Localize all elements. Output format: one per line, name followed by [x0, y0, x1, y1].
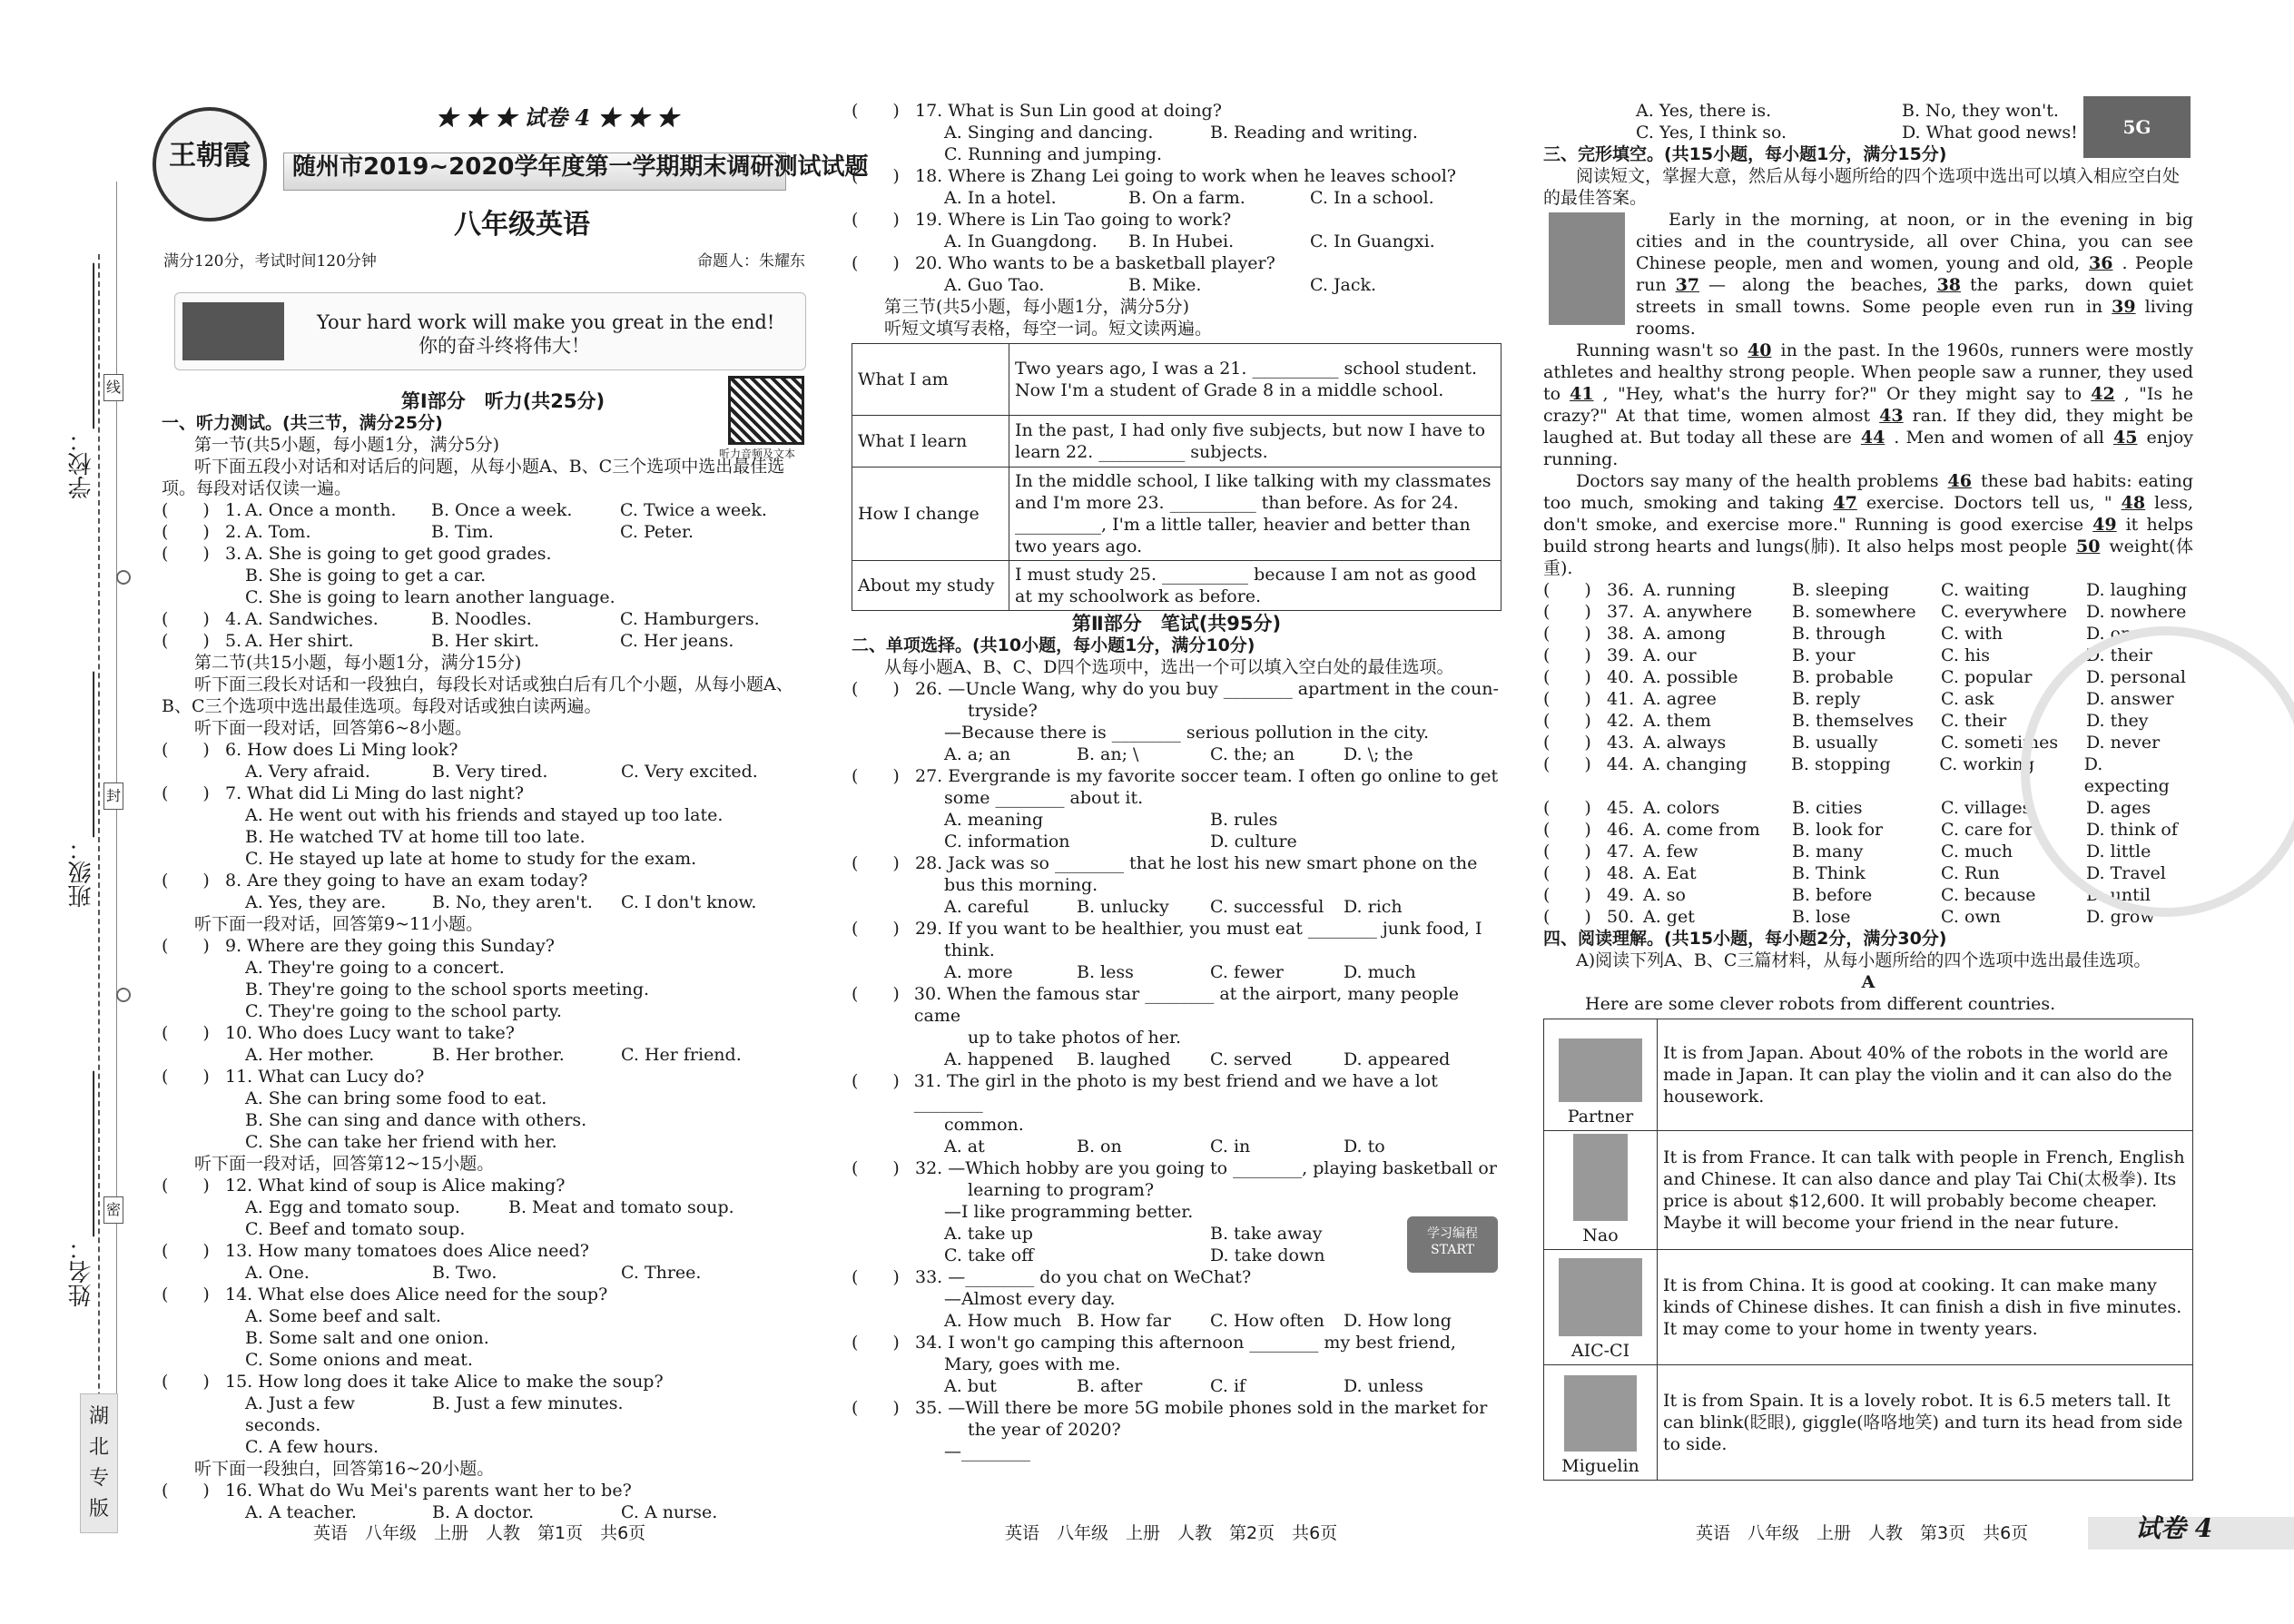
option-d[interactable]: D. answer: [2086, 689, 2174, 709]
option-a[interactable]: A. changing: [1642, 754, 1748, 774]
table-row: Nao It is from France. It can talk with people in French, English and Chinese. It can also dance and play Tai Chi(太极拳). Its price is about $12,600. It will probably become cheaper. Maybe it will become your friend in the near future.: [1544, 1131, 2193, 1250]
binding-sidebar: [0, 0, 136, 1624]
part2-title: 第Ⅱ部分 笔试(共95分): [1071, 613, 1282, 635]
question-32: ( ) 32. —Which hobby are you going to ________, playing basketball or: [852, 1158, 1497, 1178]
paper-badge: ★ ★ ★ 试卷 4 ★ ★ ★: [436, 104, 679, 131]
question-27: ( ) 27. Evergrande is my favorite soccer team. I often go online to get: [852, 766, 1499, 786]
option-c[interactable]: C. ask: [1941, 689, 1994, 709]
option[interactable]: A. She can bring some food to eat.: [245, 1088, 547, 1108]
cloze-passage: Early in the morning, at noon, or in the evening in big cities and in the countryside, all over China, you can see Chinese people, men and women, young and old, 36 . People run 37 — along the beaches, 38 the parks, down quiet streets in small towns. Some people even run in 39 living rooms. Running wasn't so 40 in the past. In the 1960s, runners were mostly athletes and healthy strong people. When people saw a runner, they used to 41 , "Hey, what's the hurry for?" Or they might say to 42 , "Is he crazy?" At that time, women almost 43 ran. If they did, they might be laughed at. But today all these are 44 . Men and women of all 45 enjoy running. Doctors say many of the health problems 46 these bad habits: eating too much, smoking and taking 47 exercise. Doctors tell us, " 48 less, don't smoke, and exercise more." Running is good exercise 49 it helps build strong hearts and lungs(肺). It also helps most people 50 weight(体重).: [1543, 210, 2194, 578]
question-19: ( ) 19. Where is Lin Tao going to work?: [852, 210, 1232, 230]
cloze-question: ( ) 50. A. get B. lose C. own D. grow: [1543, 907, 2155, 927]
footer-page-3: 英语 八年级 上册 人教 第3页 共6页: [1696, 1523, 2029, 1543]
option-d[interactable]: D. until: [2086, 885, 2151, 905]
section1-3-directions: 听短文填写表格，每空一词。短文读两遍。: [884, 319, 1213, 339]
option-d[interactable]: D. their: [2086, 645, 2152, 665]
question-number: 36.: [1607, 580, 1635, 600]
stem-line: tryside?: [968, 701, 1038, 721]
option-b[interactable]: B. probable: [1792, 667, 1894, 687]
table-row: Partner It is from Japan. About 40% of the robots in the world are made in Japan. It can play the violin and it can also do the housework.: [1544, 1019, 2193, 1131]
option-d[interactable]: D. little: [2086, 842, 2151, 861]
option-b[interactable]: B. Think: [1792, 863, 1866, 883]
option-a[interactable]: A. our: [1643, 645, 1697, 665]
option-a[interactable]: A. them: [1643, 711, 1711, 731]
passage-a-intro: Here are some clever robots from different countries.: [1585, 994, 2056, 1014]
question-number: 47.: [1607, 842, 1635, 861]
question-7: ( ) 7. What did Li Ming do last night?: [162, 783, 525, 803]
option-a[interactable]: A. get: [1643, 907, 1695, 927]
robot-picture: [1573, 1134, 1628, 1221]
section1-heading: 一、听力测试。(共三节，满分25分): [162, 413, 443, 433]
cloze-question: ( ) 44. A. changing B. stopping C. working D. expecting: [1543, 753, 2193, 797]
option-c[interactable]: C. because: [1941, 885, 2036, 905]
question-16: ( ) 16. What do Wu Mei's parents want her to be?: [162, 1481, 632, 1501]
banner-picture: [182, 302, 284, 360]
cloze-question: ( ) 42. A. them B. themselves C. their D. they: [1543, 711, 2149, 731]
option-b[interactable]: B. themselves: [1792, 711, 1914, 731]
cloze-question: ( ) 41. A. agree B. reply C. ask D. answer: [1543, 689, 2174, 709]
option[interactable]: C. Running and jumping.: [944, 144, 1163, 164]
qr-code[interactable]: [728, 376, 804, 445]
question-18: ( ) 18. Where is Zhang Lei going to work when he leaves school?: [852, 166, 1456, 186]
cloze-question: ( ) 38. A. among B. through C. with D. on: [1543, 624, 2132, 644]
option-d[interactable]: D. nowhere: [2086, 602, 2187, 622]
question-3: ( ) 3. A. She is going to get good grades.: [162, 544, 552, 564]
section2-directions: 从每小题A、B、C、D四个选项中，选出一个可以填入空白处的最佳选项。: [884, 657, 1454, 677]
question-number: 44.: [1606, 754, 1634, 774]
option[interactable]: B. They're going to the school sports meeting.: [245, 979, 650, 999]
option[interactable]: B. He watched TV at home till too late.: [245, 827, 586, 847]
line-mark: 线: [103, 374, 123, 401]
question-number: 50.: [1607, 907, 1635, 927]
option-b[interactable]: B. stopping: [1790, 754, 1891, 774]
stem-line: —I like programming better.: [944, 1202, 1194, 1222]
question-13: ( ) 13. How many tomatoes does Alice need?: [162, 1241, 589, 1261]
slogan-en: Your hard work will make you great in the end!: [317, 311, 775, 333]
question-26: ( ) 26. —Uncle Wang, why do you buy ________ apartment in the coun-: [852, 679, 1499, 699]
stem-line: —Almost every day.: [944, 1289, 1116, 1309]
section1-3-heading: 第三节(共5小题，每小题1分，满分5分): [884, 297, 1190, 317]
section4-heading: 四、阅读理解。(共15小题，每小题2分，满分30分): [1543, 929, 1947, 949]
option-a[interactable]: A. possible: [1643, 667, 1738, 687]
question-15: ( ) 15. How long does it take Alice to make the soup?: [162, 1372, 664, 1392]
question-28: ( ) 28. Jack was so ________ that he lost his new smart phone on the: [852, 853, 1478, 873]
option-a[interactable]: A. running: [1643, 580, 1737, 600]
hole-2: [116, 988, 131, 1002]
passage-a-title: A: [1861, 972, 1876, 992]
option-a[interactable]: A. agree: [1643, 689, 1717, 709]
programming-picture: 学习编程 START: [1407, 1216, 1498, 1273]
option-c[interactable]: C. waiting: [1941, 580, 2030, 600]
option-c[interactable]: C. working: [1939, 754, 2035, 774]
question-33: ( ) 33. —________ do you chat on WeChat?: [852, 1267, 1252, 1287]
option-b[interactable]: B. through: [1792, 624, 1886, 644]
option-b[interactable]: B. sleeping: [1792, 580, 1889, 600]
footer-page-1: 英语 八年级 上册 人教 第1页 共6页: [313, 1523, 646, 1543]
option-c[interactable]: C. their: [1941, 711, 2007, 731]
question-1: ( ) 1. A. Once a month. B. Once a week. C. Twice a week.: [162, 500, 767, 520]
question-8: ( ) 8. Are they going to have an exam today?: [162, 871, 588, 891]
option-c[interactable]: C. his: [1941, 645, 1991, 665]
option[interactable]: C. Beef and tomato soup.: [245, 1219, 466, 1239]
table-row: AIC-CI It is from China. It is good at cooking. It can make many kinds of Chinese dishes. It can finish a dish in five minutes. It may come to your home in twenty years.: [1544, 1250, 2193, 1365]
stem-line: the year of 2020?: [968, 1420, 1121, 1440]
question-2: ( ) 2. A. Tom. B. Tim. C. Peter.: [162, 522, 694, 542]
option-a[interactable]: A. colors: [1643, 798, 1720, 818]
option[interactable]: A. They're going to a concert.: [245, 958, 505, 978]
question-number: 39.: [1607, 645, 1635, 665]
option-b[interactable]: B. look for: [1792, 820, 1884, 840]
option-a[interactable]: A. among: [1643, 624, 1726, 644]
5g-phone-picture: 5G: [2083, 96, 2191, 158]
option[interactable]: C. They're going to the school party.: [245, 1001, 562, 1021]
option[interactable]: C. He stayed up late at home to study for the exam.: [245, 849, 697, 869]
table-row: What I am Two years ago, I was a 21. __________ school student. Now I'm a student of Grade 8 in a middle school.: [852, 344, 1501, 416]
option-d[interactable]: D. on: [2086, 624, 2132, 644]
option[interactable]: A. He went out with his friends and stayed up too late.: [245, 805, 724, 825]
robot-table: [1543, 1019, 2193, 1481]
stem-line: learning to program?: [968, 1180, 1155, 1200]
question-31: ( ) 31. The girl in the photo is my best friend and we have a lot ________: [852, 1071, 1438, 1113]
section3-heading: 三、完形填空。(共15小题，每小题1分，满分15分): [1543, 144, 1947, 164]
question-number: 41.: [1607, 689, 1635, 709]
cloze-question: ( ) 45. A. colors B. cities C. villages D. ages: [1543, 798, 2151, 818]
option-c[interactable]: C. own: [1941, 907, 2001, 927]
option-a[interactable]: A. come from: [1643, 820, 1760, 840]
cloze-question: ( ) 47. A. few B. many C. much D. little: [1543, 842, 2151, 861]
name-field[interactable]: 姓名：______________: [68, 1071, 95, 1307]
option-b[interactable]: B. cities: [1792, 798, 1863, 818]
question-12: ( ) 12. What kind of soup is Alice making?: [162, 1176, 566, 1196]
question-number: 42.: [1607, 711, 1635, 731]
question-17: ( ) 17. What is Sun Lin good at doing?: [852, 101, 1222, 121]
stem-line: —Because there is ________ serious pollution in the city.: [944, 723, 1429, 743]
cloze-question: ( ) 36. A. running B. sleeping C. waiting D. laughing: [1543, 580, 2188, 600]
class-field[interactable]: 班级：______________: [68, 672, 95, 908]
option-d[interactable]: D. Travel: [2086, 863, 2166, 883]
option-b[interactable]: B. somewhere: [1792, 602, 1916, 622]
note-16-20: 听下面一段独白，回答第16~20小题。: [194, 1459, 495, 1479]
question-29: ( ) 29. If you want to be healthier, you must eat ________ junk food, I: [852, 919, 1482, 939]
question-35: ( ) 35. —Will there be more 5G mobile phones sold in the market for: [852, 1398, 1488, 1418]
section1-2-directions: 听下面三段长对话和一段独白，每段长对话或独白后有几个小题，从每小题A、B、C三个选项中选出最佳选项。每段对话或独白读两遍。: [162, 674, 793, 716]
seal-mark: 封: [103, 782, 123, 810]
question-34: ( ) 34. I won't go camping this afternoon ________ my best friend,: [852, 1333, 1456, 1353]
brand-logo: 王朝霞: [153, 107, 267, 221]
option-b[interactable]: B. usually: [1792, 733, 1878, 753]
question-number: 46.: [1607, 820, 1635, 840]
question-20: ( ) 20. Who wants to be a basketball player?: [852, 253, 1275, 273]
question-number: 37.: [1607, 602, 1635, 622]
cloze-question: ( ) 43. A. always B. usually C. sometimes D. never: [1543, 733, 2161, 753]
question-number: 49.: [1607, 885, 1635, 905]
section1-2-heading: 第二节(共15小题，每小题1分，满分15分): [194, 653, 522, 673]
option-b[interactable]: B. your: [1792, 645, 1856, 665]
option[interactable]: B. She is going to get a car.: [245, 566, 487, 586]
cloze-question: ( ) 40. A. possible B. probable C. popular D. personal: [1543, 667, 2186, 687]
robot-picture: [1559, 1038, 1642, 1102]
option-b[interactable]: B. many: [1792, 842, 1864, 861]
question-30: ( ) 30. When the famous star ________ at the airport, many people came: [852, 984, 1460, 1026]
section3-directions: 阅读短文，掌握大意，然后从每小题所给的四个选项中选出可以填入相应空白处的最佳答案。: [1543, 166, 2181, 208]
option-c[interactable]: C. with: [1941, 624, 2004, 644]
option[interactable]: C. She can take her friend with her.: [245, 1132, 557, 1152]
cloze-question: ( ) 49. A. so B. before C. because D. until: [1543, 885, 2151, 905]
footer-page-2: 英语 八年级 上册 人教 第2页 共6页: [1005, 1523, 1338, 1543]
slogan-cn: 你的奋斗终将伟大！: [418, 335, 590, 357]
option-a[interactable]: A. so: [1643, 885, 1686, 905]
option[interactable]: C. A few hours.: [245, 1437, 379, 1457]
stem-line: up to take photos of her.: [968, 1028, 1182, 1048]
cloze-question: ( ) 39. A. our B. your C. his D. their: [1543, 645, 2152, 665]
table-row: How I change In the middle school, I like talking with my classmates and I'm more 23. __________ than before. As for 24. __________, I'm a little taller, heavier and better than two years ago.: [852, 468, 1501, 561]
stem-line: some ________ about it.: [944, 788, 1144, 808]
question-number: 48.: [1607, 863, 1635, 883]
stem-line: Mary, goes with me.: [944, 1354, 1121, 1374]
secret-mark: 密: [103, 1196, 123, 1224]
stem-line: common.: [944, 1115, 1024, 1135]
option-a[interactable]: A. always: [1643, 733, 1727, 753]
option-d[interactable]: D. expecting: [2083, 754, 2170, 796]
option-c[interactable]: C. villages: [1941, 798, 2032, 818]
option-b[interactable]: B. lose: [1792, 907, 1851, 927]
watermark-seal: [2021, 626, 2294, 917]
option[interactable]: A. Some beef and salt.: [245, 1306, 441, 1326]
stem-line: think.: [944, 940, 995, 960]
option-c[interactable]: C. Run: [1941, 863, 2000, 883]
option-d[interactable]: D. think of: [2086, 820, 2178, 840]
option-b[interactable]: B. before: [1792, 885, 1873, 905]
edition-badge: 湖北专版: [80, 1393, 118, 1533]
column-3: A. Yes, there is. B. No, they won't. C. Yes, I think so. D. What good news! 5G 三、完形填空。(共15小题，每小题1分，满分15分) 阅读短文，掌握大意，然后从每小题所给的四个选项中选出可以填入相应空白处的最佳答案。 Early in the morning, at noon, or in the evening in big cities and in the countryside, all over China, you can see Chinese people, men and women, young and old, 36 . People run 37 — along the beaches, 38 the parks, down quiet streets in small towns. Some people even run in 39 living rooms. Running wasn't so 40 in the past. In the 1960s, runners were mostly athletes and healthy strong people. When people saw a runner, they used to 41 , "Hey, what's the hurry for?" Or they might say to 42 , "Is he crazy?" At that time, women almost 43 ran. If they did, they might be laughed at. But today all these are 44 . Men and women of all 45 enjoy running. Doctors say many of the health problems 46 these bad habits: eating too much, smoking and taking 47 exercise. Doctors tell us, " 48 less, don't smoke, and exercise more." Running is good exercise 49 it helps build strong hearts and lungs(肺). It also helps most people 50 weight(体重). ( ) 36. A. running B. sleeping C. waiting D. laughing ( ) 37. A. anywhere B. somewhere C. everywhere D. nowhere ( ) 38. A. among B. through C. with D. on ( ) 39. A. our B. your C. his D. their ( ) 40. A. possible B. probable C. popular D. personal ( ) 41. A. agree B. reply C. ask D. answer ( ) 42. A. them B. themselves C. their D. they ( ) 43. A. always B. usually C. sometimes D. never ( ) 44. A. changing B. stopping C. working D. expecting ( ) 45. A. colors B. cities C. villages D. ages ( ) 46. A. come from B. look for C. care for D. think of ( ) 47. A. few B. many C. much D. little ( ) 48. A. Eat B. Think C. Run D. Travel ( ) 49. A. so B. before C. because D. until ( ) 50. A. get B. lose C. own D. grow 四、阅读理解。(共15小题，每小题2分，满分30分) A)阅读下列A、B、C三篇材料，从每小题所给的四个选项中选出最佳选项。 A Here are some clever robots from different countries. Partner It is from Japan. About 40% of the robots in the world are made in Japan. It can play the violin and it can also do the housework. Nao It is from France. It can talk with people in French, English and Chinese. It can also dance and play Tai Chi(太极拳). Its price is about $12,600. It will probably become cheaper. Maybe it will become your friend in the near future. AIC-CI It is from China. It is good at cooking. It can make many kinds of Chinese dishes. It can finish a dish in five minutes. It may come to your home in twenty years. Miguelin It is from Spain. It is a lovely robot. It is 6.5 meters tall. It can blink(眨眼), giggle(咯咯地笑) and turn its head from side to side.: [1543, 100, 2193, 1481]
option-a[interactable]: A. few: [1643, 842, 1698, 861]
note-6-8: 听下面一段对话，回答第6~8小题。: [194, 718, 473, 738]
option-d[interactable]: D. laughing: [2086, 580, 2188, 600]
section1-1-directions: 听下面五段小对话和对话后的问题，从每小题A、B、C三个选项中选出最佳选项。每段对话仅读一遍。: [162, 457, 785, 498]
table-row: About my study I must study 25. __________ because I am not as good at my schoolwork as before.: [852, 561, 1501, 611]
question-11: ( ) 11. What can Lucy do?: [162, 1067, 425, 1087]
option-c[interactable]: C. popular: [1941, 667, 2033, 687]
option-c[interactable]: C. sometimes: [1941, 733, 2059, 753]
question-number: 40.: [1607, 667, 1635, 687]
hole-1: [116, 570, 131, 585]
question-5: ( ) 5. A. Her shirt. B. Her skirt. C. Her jeans.: [162, 631, 734, 651]
question-14: ( ) 14. What else does Alice need for the soup?: [162, 1284, 608, 1304]
note-12-15: 听下面一段对话，回答第12~15小题。: [194, 1154, 495, 1174]
question-number: 43.: [1607, 733, 1635, 753]
option-d[interactable]: D. personal: [2086, 667, 2186, 687]
listening-table: [852, 343, 1501, 611]
robot-picture: [1564, 1375, 1637, 1452]
question-9: ( ) 9. Where are they going this Sunday?: [162, 936, 555, 956]
option-b[interactable]: B. reply: [1792, 689, 1861, 709]
option-a[interactable]: A. anywhere: [1643, 602, 1753, 622]
option[interactable]: B. Some salt and one onion.: [245, 1328, 489, 1348]
stem-line: —________: [944, 1442, 1030, 1462]
option-c[interactable]: C. much: [1941, 842, 2013, 861]
option-d[interactable]: D. they: [2086, 711, 2149, 731]
exam-meta-right: 命题人：朱耀东: [697, 252, 805, 271]
option-a[interactable]: A. Eat: [1643, 863, 1697, 883]
question-6: ( ) 6. How does Li Ming look?: [162, 740, 458, 760]
column-1: 第Ⅰ部分 听力(共25分) 听力音频及文本 一、听力测试。(共三节，满分25分) 第一节(共5小题，每小题1分，满分5分) 听下面五段小对话和对话后的问题，从每小题A、B、C三个选项中选出最佳选项。每段对话仅读一遍。 ( ) 1. A. Once a month. B. Once a week. C. Twice a week. ( ) 2. A. Tom. B. Tim. C. Peter. ( ) 3. A. She is going to get good grades. B. She is going to get a car. C. She is going to learn another language. ( ) 4. A. Sandwiches. B. Noodles. C. Hamburgers. ( ) 5. A. Her shirt. B. Her skirt. C. Her jeans. 第二节(共15小题，每小题1分，满分15分) 听下面三段长对话和一段独白，每段长对话或独白后有几个小题，从每小题A、B、C三个选项中选出最佳选项。每段对话或独白读两遍。 听下面一段对话，回答第6~8小题。 ( ) 6. How does Li Ming look? A. Very afraid. B. Very tired. C. Very excited. ( ) 7. What did Li Ming do last night? A. He went out with his friends and stayed up too late. B. He watched TV at home till too late. C. He stayed up late at home to study for the exam. ( ) 8. Are they going to have an exam today? A. Yes, they are. B. No, they aren't. C. I don't know. 听下面一段对话，回答第9~11小题。 ( ) 9. Where are they going this Sunday? A. They're going to a concert. B. They're going to the school sports meeting. C. They're going to the school party. ( ) 10. Who does Lucy want to take? A. Her mother. B. Her brother. C. Her friend. ( ) 11. What can Lucy do? A. She can bring some food to eat. B. She can sing and dance with others. C. She can take her friend with her. 听下面一段对话，回答第12~15小题。 ( ) 12. What kind of soup is Alice making? A. Egg and tomato soup. B. Meat and tomato soup. C. Beef and tomato soup. ( ) 13. How many tomatoes does Alice need? A. One. B. Two. C. Three. ( ) 14. What else does Alice need for the soup? A. Some beef and salt. B. Some salt and one onion. C. Some onions and meat. ( ) 15. How long does it take Alice to make the soup? A. Just a few seconds. B. Just a few minutes. C. A few hours. 听下面一段独白，回答第16~20小题。 ( ) 16. What do Wu Mei's parents want her to be? A. A teacher. B. A doctor. C. A nurse.: [162, 390, 808, 1523]
part1-title: 第Ⅰ部分 听力(共25分): [400, 390, 605, 412]
option-d[interactable]: D. ages: [2086, 798, 2151, 818]
cloze-question: ( ) 37. A. anywhere B. somewhere C. everywhere D. nowhere: [1543, 602, 2187, 622]
stem-line: bus this morning.: [944, 875, 1098, 895]
runners-picture: [1549, 212, 1625, 325]
school-field[interactable]: 学校：______________: [68, 263, 95, 499]
cloze-question: ( ) 46. A. come from B. look for C. care for D. think of: [1543, 820, 2178, 840]
section2-heading: 二、单项选择。(共10小题，每小题1分，满分10分): [852, 635, 1255, 655]
exam-title: 随州市2019~2020学年度第一学期期末调研测试试题: [292, 153, 869, 181]
subject-title: 八年级英语: [454, 209, 590, 241]
question-4: ( ) 4. A. Sandwiches. B. Noodles. C. Hamburgers.: [162, 609, 760, 629]
table-row: Miguelin It is from Spain. It is a lovely robot. It is 6.5 meters tall. It can blink(眨眼), giggle(咯咯地笑) and turn its head from side to side.: [1544, 1365, 2193, 1481]
question-number: 45.: [1607, 798, 1635, 818]
table-row: What I learn In the past, I had only five subjects, but now I have to learn 22. __________ subjects.: [852, 416, 1501, 468]
section4-directions: A)阅读下列A、B、C三篇材料，从每小题所给的四个选项中选出最佳选项。: [1576, 950, 2151, 970]
option-c[interactable]: C. everywhere: [1941, 602, 2068, 622]
footer-tag: 试卷 4: [2135, 1513, 2213, 1543]
note-9-11: 听下面一段对话，回答第9~11小题。: [194, 914, 484, 934]
option[interactable]: C. Some onions and meat.: [245, 1350, 473, 1370]
question-10: ( ) 10. Who does Lucy want to take?: [162, 1023, 515, 1043]
option-c[interactable]: C. care for: [1941, 820, 2033, 840]
slogan-banner: [174, 292, 806, 370]
option[interactable]: B. She can sing and dance with others.: [245, 1110, 587, 1130]
question-number: 38.: [1607, 624, 1635, 644]
option-d[interactable]: D. never: [2086, 733, 2161, 753]
exam-meta-left: 满分120分，考试时间120分钟: [163, 252, 377, 271]
qr-caption: 听力音频及文本: [719, 448, 796, 460]
section1-1-heading: 第一节(共5小题，每小题1分，满分5分): [194, 435, 500, 455]
column-2: ( ) 17. What is Sun Lin good at doing? A. Singing and dancing. B. Reading and writing. C. Running and jumping. ( ) 18. Where is Zhang Lei going to work when he leaves school? A. In a hotel. B. On a farm. C. In a school. ( ) 19. Where is Lin Tao going to work? A. In Guangdong. B. In Hubei. C. In Guangxi. ( ) 20. Who wants to be a basketball player? A. Guo Tao. B. Mike. C. Jack. 第三节(共5小题，每小题1分，满分5分) 听短文填写表格，每空一词。短文读两遍。 What I am Two years ago, I was a 21. __________ school student. Now I'm a student of Grade 8 in a middle school. What I learn In the past, I had only five subjects, but now I have to learn 22. __________ subjects. How I change In the middle school, I like talking with my classmates and I'm more 23. __________ than before. As for 24. __________, I'm a little taller, heavier and better than two years ago. About my study I must study 25. __________ because I am not as good at my schoolwork as before. 第Ⅱ部分 笔试(共95分) 二、单项选择。(共10小题，每小题1分，满分10分) 从每小题A、B、C、D四个选项中，选出一个可以填入空白处的最佳选项。 ( ) 26. —Uncle Wang, why do you buy ________ apartment in the coun- tryside? —Because there is ________ serious pollution in the city. A. a; an B. an; \ C. the; an D. \; the ( ) 27. Evergrande is my favorite soccer team. I often go online to get some ________ about it. A. meaning B. rules C. information D. culture ( ) 28. Jack was so ________ that he lost his new smart phone on the bus this morning. A. careful B. unlucky C. successful D. rich ( ) 29. If you want to be healthier, you must eat ________ junk food, I think. A. more B. less C. fewer D. much ( ) 30. When the famous star ________ at the airport, many people came up to take photos of her. A. happened B. laughed C. served D. appeared ( ) 31. The girl in the photo is my best friend and we have a lot ________ common. A. at B. on C. in D. to ( ) 32. —Which hobby are you going to ________, playing basketball or learning to program? —I like programming better. A. take up B. take away C. take off D. take down ( ) 33. —________ do you chat on WeChat? —Almost every day. A. How much B. How far C. How often D. How long ( ) 34. I won't go camping this afternoon ________ my best friend, Mary, goes with me. A. but B. after C. if D. unless ( ) 35. —Will there be more 5G mobile phones sold in the market for the year of 2020? —________ 学习编程 START: [852, 100, 1501, 1462]
option[interactable]: C. She is going to learn another language.: [245, 587, 615, 607]
cloze-question: ( ) 48. A. Eat B. Think C. Run D. Travel: [1543, 863, 2166, 883]
option-d[interactable]: D. grow: [2086, 907, 2155, 927]
robot-picture: [1559, 1258, 1642, 1336]
